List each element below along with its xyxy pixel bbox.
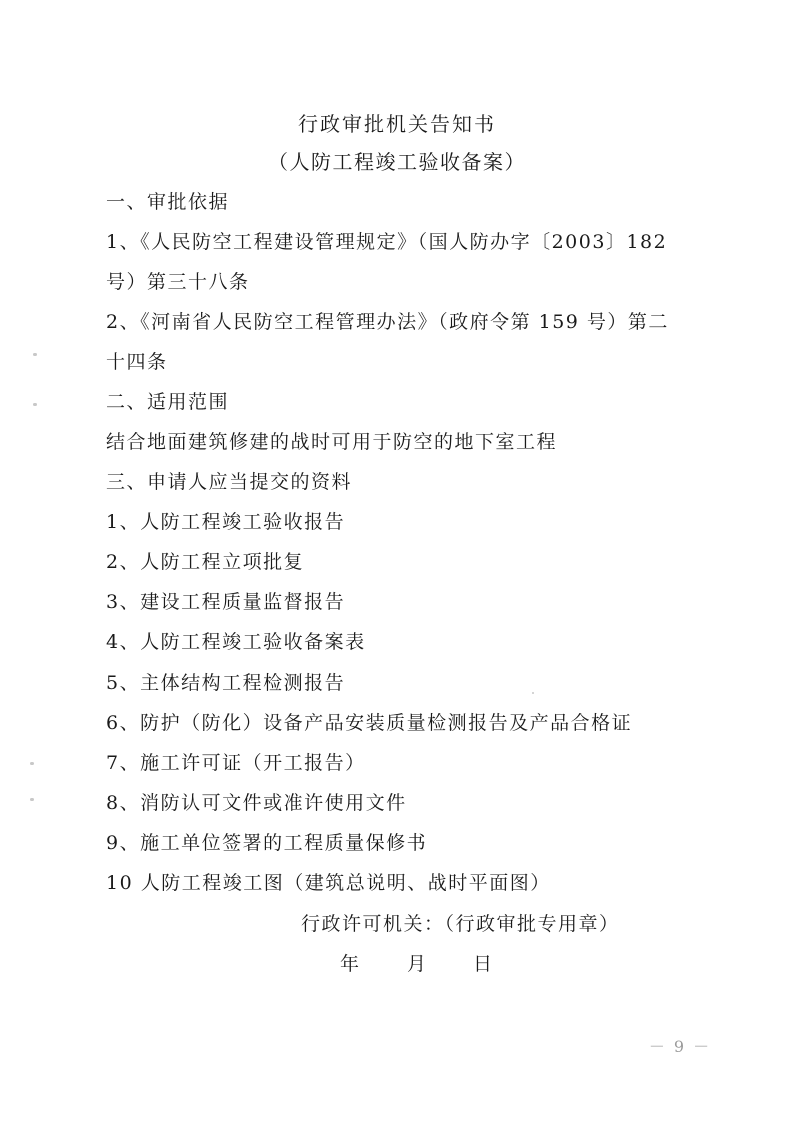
material-item: 8、消防认可文件或准许使用文件 — [106, 792, 407, 814]
document-subtitle: （人防工程竣工验收备案） — [268, 150, 526, 174]
material-item: 4、人防工程竣工验收备案表 — [106, 631, 366, 653]
material-item: 3、建设工程质量监督报告 — [106, 591, 346, 613]
scan-speck — [30, 798, 34, 801]
date-line — [340, 951, 500, 977]
basis-item-2-line-2: 十四条 — [106, 351, 168, 373]
material-item: 10 人防工程竣工图（建筑总说明、战时平面图） — [106, 872, 551, 894]
scan-speck — [33, 403, 37, 406]
material-item: 6、防护（防化）设备产品安装质量检测报告及产品合格证 — [106, 712, 633, 734]
date-day: 日 — [473, 953, 493, 975]
material-item: 5、主体结构工程检测报告 — [106, 672, 346, 694]
material-item: 2、人防工程立项批复 — [106, 551, 305, 573]
scan-speck — [30, 762, 34, 765]
page-number: － 9 － — [648, 1037, 712, 1056]
basis-item-1-line-2: 号）第三十八条 — [106, 271, 250, 293]
date-year: 年 — [340, 953, 360, 975]
date-month: 月 — [407, 953, 427, 975]
material-item: 1、人防工程竣工验收报告 — [106, 511, 346, 533]
scope-content: 结合地面建筑修建的战时可用于防空的地下室工程 — [106, 431, 558, 453]
section-heading-materials: 三、申请人应当提交的资料 — [106, 471, 353, 493]
material-item: 7、施工许可证（开工报告） — [106, 752, 366, 774]
material-item: 9、施工单位签署的工程质量保修书 — [106, 832, 428, 854]
scan-speck — [33, 353, 37, 356]
section-heading-basis: 一、审批依据 — [106, 191, 230, 213]
basis-item-2-line-1: 2、《河南省人民防空工程管理办法》（政府令第 159 号）第二 — [106, 311, 669, 333]
scan-speck — [532, 692, 534, 694]
document-title: 行政审批机关告知书 — [298, 112, 496, 136]
basis-item-1-line-1: 1、《人民防空工程建设管理规定》（国人防办字〔2003〕182 — [106, 231, 668, 253]
approval-authority: 行政许可机关：（行政审批专用章） — [301, 913, 620, 935]
section-heading-scope: 二、适用范围 — [106, 391, 230, 413]
